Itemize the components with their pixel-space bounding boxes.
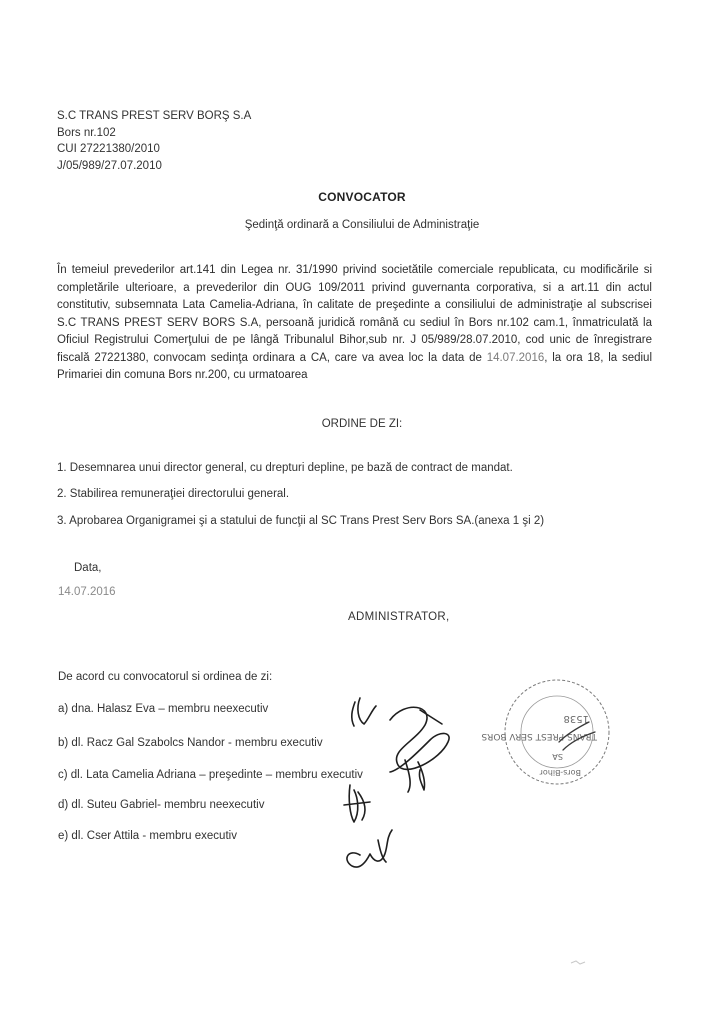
administrator-label: ADMINISTRATOR, [348, 611, 450, 623]
member-c: c) dl. Lata Camelia Adriana – preşedinte – membru executiv [58, 769, 363, 781]
stamp-text-middle: SA [552, 752, 563, 761]
company-name: S.C TRANS PREST SERV BORŞ S.A [57, 110, 252, 122]
agenda-item: 1. Desemnarea unui director general, cu drepturi depline, pe bază de contract de mandat. [57, 462, 513, 474]
company-header [57, 108, 251, 174]
stamp-text-top: Bors-Bihor [539, 768, 581, 777]
page-mark-icon [570, 958, 586, 968]
member-b: b) dl. Racz Gal Szabolcs Nandor - membru executiv [58, 737, 323, 749]
member-e: e) dl. Cser Attila - membru executiv [58, 830, 237, 842]
agenda-title: ORDINE DE ZI: [321, 418, 403, 430]
signatures-image [330, 680, 480, 870]
document-title: CONVOCATOR [318, 190, 406, 204]
document-subtitle: Şedinţă ordinară a Consiliului de Administraţie [244, 219, 480, 231]
agreement-intro: De acord cu convocatorul si ordinea de zi: [58, 671, 273, 683]
stamp-text-code: 1538 [563, 713, 589, 724]
paragraph-text-after: , la ora 18, la sediul Primariei din comuna Bors nr.200, cu urmatoarea [57, 351, 652, 381]
company-address: Bors nr.102 [57, 126, 116, 139]
member-d: d) dl. Suteu Gabriel- membru neexecutiv [58, 799, 265, 811]
paragraph-text: În temeiul prevederilor art.141 din Legea nr. 31/1990 privind societătile comerciale republicata, cu modificările si completările ulterioare, a prevederilor din OUG 109/2011 privind guvernanta corporativa, si a art.11 din actul constitutiv, subsemnata Lata Camelia-Adriana, în calitate de preşedinte a consiliului de administraţie al subscrisei S.C TRANS PREST SERV BORS S.A, persoană juridică română cu sediul în Bors nr.102 cam.1, înmatriculată la Oficiul Registrului Comerţului de pe lângă Tribunalul Bihor,sub nr. J 05/989/28.07.2010, cod unic de înregistrare fiscală 27221380, convocam sedinţa ordinara a CA, care va avea loc la data de [57, 264, 652, 364]
agenda-item: 2. Stabilirea remuneraţiei directorului general. [57, 488, 290, 500]
company-cui: CUI 27221380/2010 [57, 143, 160, 155]
agenda-item: 3. Aprobarea Organigramei şi a statului de funcţii al SC Trans Prest Serv Bors SA.(anexa 1 şi 2) [57, 515, 545, 527]
date-value: 14.07.2016 [58, 586, 116, 598]
company-stamp-image [481, 672, 617, 792]
convocation-paragraph [57, 262, 652, 385]
meeting-date: 14.07.2016 [486, 351, 545, 364]
company-registry: J/05/989/27.07.2010 [57, 159, 162, 172]
date-label: Data, [74, 562, 102, 574]
stamp-text-bottom: TRANS PREST SERV BORS [481, 731, 597, 741]
member-a: a) dna. Halasz Eva – membru neexecutiv [58, 703, 269, 715]
